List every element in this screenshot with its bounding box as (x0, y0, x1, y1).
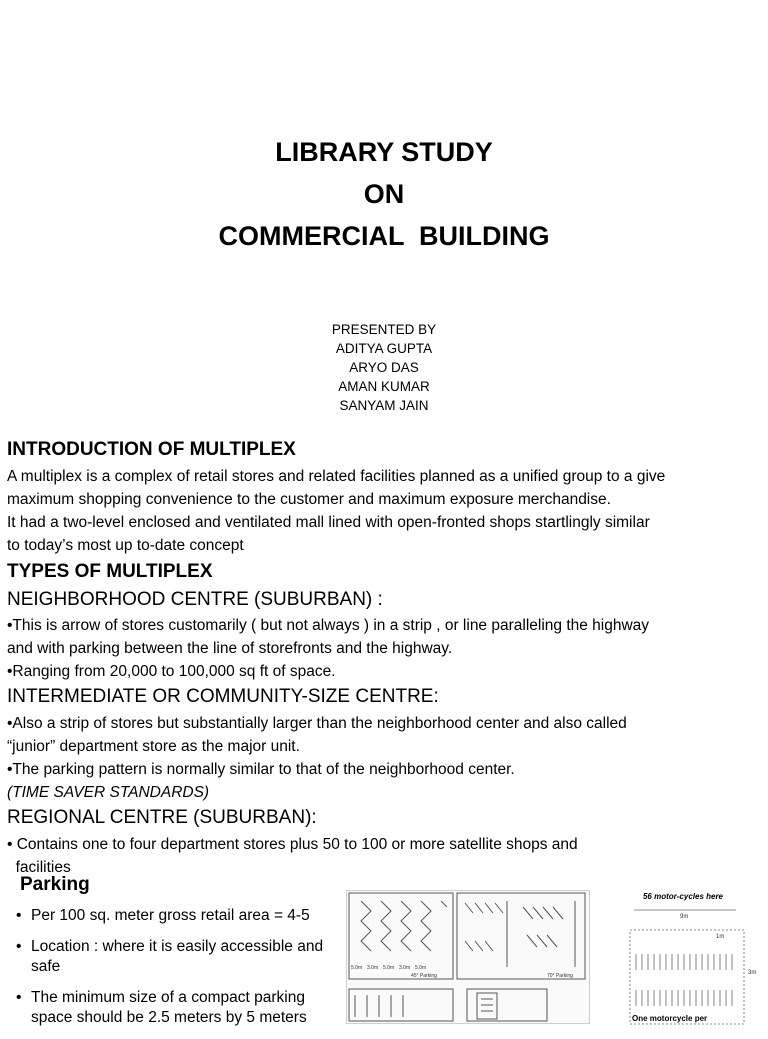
width-dim-label: 9m (680, 914, 689, 920)
intermediate-line: “junior” department store as the major unit. (7, 738, 300, 755)
intermediate-line: •The parking pattern is normally similar to that of the neighborhood center. (7, 761, 515, 778)
motorcycle-row (636, 990, 732, 1006)
intro-line: A multiplex is a complex of retail stores and related facilities planned as a unified group to a give (7, 468, 666, 485)
presenters-list (0, 320, 768, 415)
intermediate-text (7, 712, 765, 804)
regional-line: • Contains one to four department stores plus 50 to 100 or more satellite shops and (7, 836, 578, 853)
stall-70-line (465, 941, 493, 951)
panel-parallel-frame (467, 989, 547, 1021)
panel-90-frame (349, 989, 453, 1021)
intro-line: maximum shopping convenience to the customer and maximum exposure merchandise. (7, 491, 611, 508)
intro-text (7, 465, 765, 557)
motorcycle-area-frame (630, 930, 744, 1024)
neighborhood-line: and with parking between the line of storefronts and the highway. (7, 640, 453, 657)
presenter-name: SANYAM JAIN (339, 398, 429, 413)
motorcycle-row (636, 954, 732, 970)
cover-title-line: COMMERCIAL BUILDING (218, 221, 550, 251)
presented-by-label: PRESENTED BY (331, 322, 437, 337)
intermediate-line: •Also a strip of stores but substantially larger than the neighborhood center and also called (7, 715, 627, 732)
dim-label: 3.0m (367, 965, 379, 971)
label-45-parking: 45° Parking (411, 973, 437, 979)
motorcycle-parking-figure (626, 892, 766, 1024)
motorcycle-figure-caption: One motorcycle per (632, 1014, 708, 1023)
neighborhood-line: •This is arrow of stores customarily ( but not always ) in a strip , or line paralleling the highway (7, 617, 650, 634)
dim-3m-label: 3m (748, 970, 757, 976)
stall-45-line (361, 901, 371, 951)
dim-1m-label: 1m (716, 934, 725, 940)
parking-layout-figure (346, 890, 590, 1024)
neighborhood-line: •Ranging from 20,000 to 100,000 sq ft of space. (7, 663, 336, 680)
dim-label: 3.0m (399, 965, 411, 971)
neighborhood-text (7, 614, 765, 683)
parking-heading: Parking (20, 874, 90, 895)
stall-90-line (355, 995, 403, 1017)
cover-title-line: ON (363, 179, 405, 209)
presenter-name: ADITYA GUPTA (335, 341, 433, 356)
parking-bullet: • Location : where it is easily accessible and safe (16, 937, 346, 977)
parking-bullet: • Per 100 sq. meter gross retail area = 4-5 (16, 906, 346, 926)
stall-70-line (465, 903, 503, 913)
parking-bullet: • The minimum size of a compact parking space should be 2.5 meters by 5 meters (16, 988, 346, 1028)
types-heading: TYPES OF MULTIPLEX (7, 561, 213, 582)
stall-45-line (401, 901, 411, 951)
intro-line: It had a two-level enclosed and ventilated mall lined with open-fronted shops startlingly similar (7, 514, 650, 531)
panel-70-frame (457, 893, 585, 979)
stall-70-line (523, 907, 563, 919)
cover-title (0, 131, 768, 257)
regional-heading: REGIONAL CENTRE (SUBURBAN): (7, 807, 317, 828)
stall-45-line (441, 901, 447, 907)
cover-title-line: LIBRARY STUDY (275, 137, 493, 167)
stall-45-line (381, 901, 391, 951)
dim-label: 5.0m (383, 965, 395, 971)
regional-text (7, 833, 765, 876)
stall-45-line (421, 901, 431, 951)
motorcycle-layout-diagram (626, 902, 766, 1026)
stall-70-line (527, 935, 557, 947)
presenter-name: ARYO DAS (349, 360, 419, 375)
label-70-parking: 70° Parking (547, 973, 573, 979)
intermediate-heading: INTERMEDIATE OR COMMUNITY-SIZE CENTRE: (7, 686, 439, 707)
neighborhood-heading: NEIGHBORHOOD CENTRE (SUBURBAN) : (7, 589, 383, 610)
parking-bullets (16, 906, 346, 1039)
source-note: (TIME SAVER STANDARDS) (7, 784, 210, 801)
presenter-name: AMAN KUMAR (338, 379, 430, 394)
regional-line: facilities (7, 859, 71, 876)
dim-label: 5.0m (415, 965, 427, 971)
intro-line: to today’s most up to-date concept (7, 537, 244, 554)
stall-parallel-line (477, 993, 497, 1019)
dim-label: 5.0m (351, 965, 363, 971)
intro-heading: INTRODUCTION OF MULTIPLEX (7, 439, 296, 460)
motorcycle-figure-title: 56 motor-cycles here (642, 892, 724, 901)
parking-layout-diagram (347, 891, 589, 1023)
